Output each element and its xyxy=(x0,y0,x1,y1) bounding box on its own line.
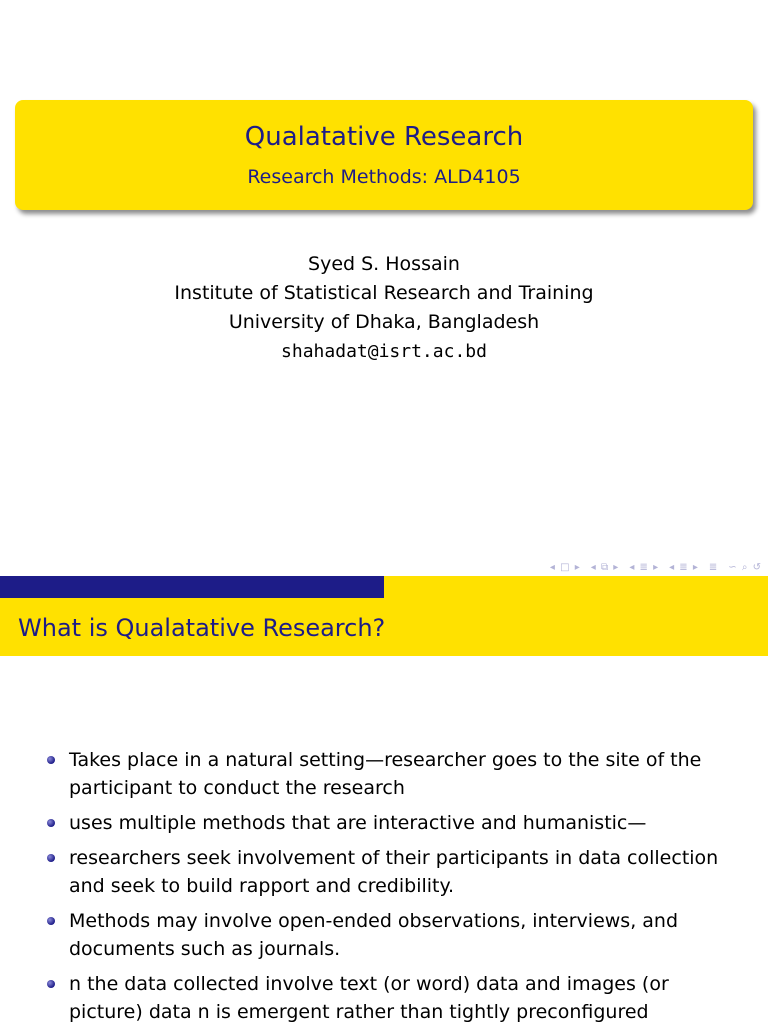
frame-title: What is Qualatative Research? xyxy=(18,614,386,642)
presentation-subtitle: Research Methods: ALD4105 xyxy=(247,166,521,188)
list-item: researchers seek involvement of their participants in data collection and seek to build rapport and credibility. xyxy=(42,844,732,900)
nav-slide-icon[interactable]: ◂ ≣ ▸ xyxy=(669,561,699,573)
bullet-icon xyxy=(47,854,55,862)
author-name: Syed S. Hossain xyxy=(308,253,460,275)
nav-section-icon[interactable]: ◂ ≣ ▸ xyxy=(629,561,660,573)
bullet-icon xyxy=(47,917,55,925)
institute-name: Institute of Statistical Research and Training xyxy=(174,282,594,304)
nav-appendix-icon[interactable]: ≣ xyxy=(708,561,719,573)
author-block xyxy=(0,250,768,366)
bullet-icon xyxy=(47,756,55,764)
list-item: n the data collected involve text (or word) data and images (or picture) data n is emergent rather than tightly preconfigured xyxy=(42,970,732,1026)
bullet-icon xyxy=(47,819,55,827)
bullet-icon xyxy=(47,980,55,988)
list-item: uses multiple methods that are interactive and humanistic— xyxy=(42,809,732,837)
list-item: Methods may involve open-ended observations, interviews, and documents such as journals. xyxy=(42,907,732,963)
nav-search-icon[interactable]: ∽ ⌕ ↺ xyxy=(728,561,762,573)
content-slide xyxy=(0,576,768,1024)
nav-frame-icon[interactable]: ◂ □ ▸ xyxy=(549,561,581,573)
nav-subsection-icon[interactable]: ◂ ⧉ ▸ xyxy=(590,561,620,573)
beamer-navigation xyxy=(550,560,762,574)
headline-strip xyxy=(0,576,384,598)
title-box xyxy=(15,100,753,210)
list-item: Takes place in a natural setting—researcher goes to the site of the participant to conduct the research xyxy=(42,746,732,802)
presentation-title: Qualatative Research xyxy=(244,122,524,152)
frame-headline xyxy=(0,576,768,656)
university-name: University of Dhaka, Bangladesh xyxy=(228,311,540,333)
author-email: shahadat@isrt.ac.bd xyxy=(281,341,487,362)
bullet-list xyxy=(42,746,732,1033)
